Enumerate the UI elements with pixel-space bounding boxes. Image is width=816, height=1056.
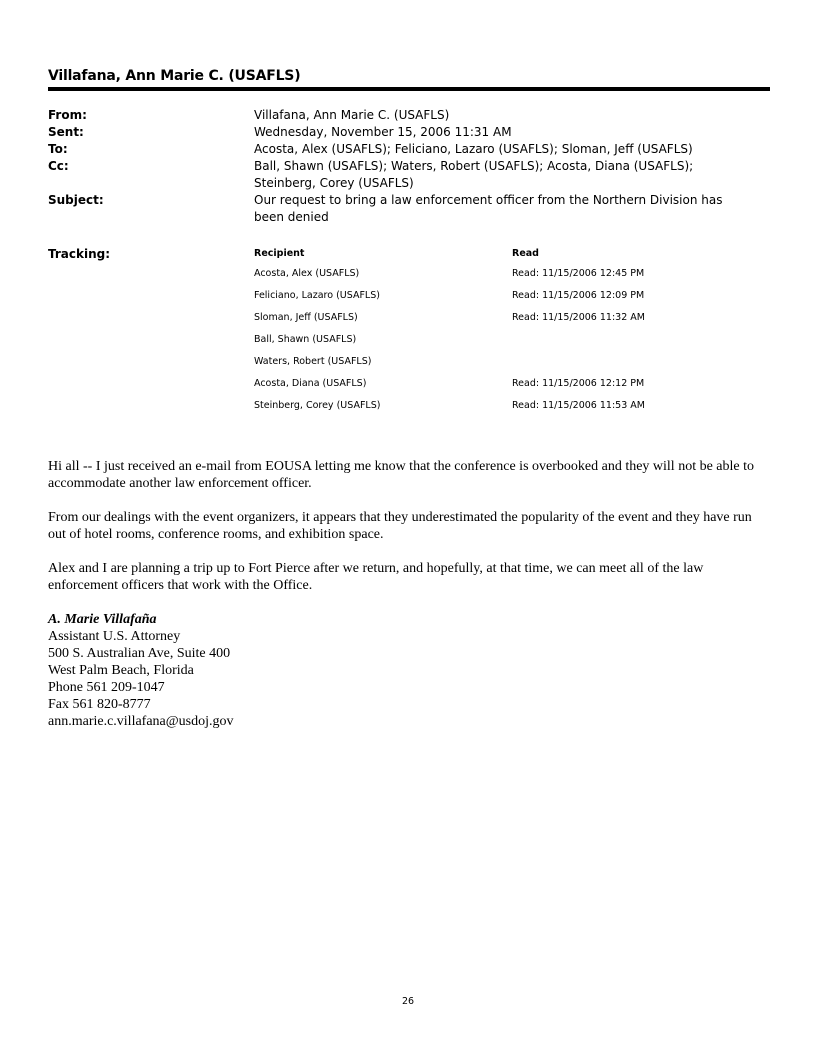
read-cell: Read: 11/15/2006 12:12 PM	[512, 378, 645, 389]
from-label: From:	[48, 108, 87, 122]
from-row	[48, 107, 768, 124]
cc-value: Ball, Shawn (USAFLS); Waters, Robert (USAFLS); Acosta, Diana (USAFLS); Steinberg, Corey (USAFLS)	[254, 159, 694, 190]
header-divider	[48, 87, 770, 91]
table-row	[254, 267, 754, 289]
table-row	[254, 377, 754, 399]
recipient-cell: Ball, Shawn (USAFLS)	[254, 334, 357, 345]
subject-row	[48, 192, 768, 226]
recipient-column-header: Recipient	[254, 248, 305, 259]
sent-label: Sent:	[48, 125, 84, 139]
table-row	[254, 399, 754, 421]
recipient-cell: Steinberg, Corey (USAFLS)	[254, 400, 381, 411]
read-cell: Read: 11/15/2006 11:53 AM	[512, 400, 645, 411]
to-value: Acosta, Alex (USAFLS); Feliciano, Lazaro (USAFLS); Sloman, Jeff (USAFLS)	[254, 142, 693, 156]
read-cell	[512, 355, 752, 377]
table-row	[254, 333, 754, 355]
cc-row	[48, 158, 768, 192]
recipient-cell: Sloman, Jeff (USAFLS)	[254, 312, 358, 323]
table-row	[254, 289, 754, 311]
signature-name: A. Marie Villafaña	[48, 612, 157, 627]
read-cell: Read: 11/15/2006 12:09 PM	[512, 290, 645, 301]
signature-title: Assistant U.S. Attorney	[48, 629, 181, 644]
subject-label: Subject:	[48, 193, 104, 207]
subject-value: Our request to bring a law enforcement officer from the Northern Division has been denied	[254, 193, 723, 224]
read-cell: Read: 11/15/2006 11:32 AM	[512, 312, 645, 323]
table-row	[254, 311, 754, 333]
body-paragraph: Hi all -- I just received an e-mail from EOUSA letting me know that the conference is overbooked and they will not be able to accommodate another law enforcement officer.	[48, 459, 755, 491]
read-cell	[512, 333, 752, 355]
email-body	[48, 458, 772, 730]
signature-block	[48, 611, 772, 730]
signature-email: ann.marie.c.villafana@usdoj.gov	[48, 714, 234, 729]
to-row	[48, 141, 768, 158]
sent-row	[48, 124, 768, 141]
read-cell: Read: 11/15/2006 12:45 PM	[512, 268, 645, 279]
signature-fax: Fax 561 820-8777	[48, 697, 151, 712]
recipient-cell: Acosta, Alex (USAFLS)	[254, 268, 360, 279]
sent-value: Wednesday, November 15, 2006 11:31 AM	[254, 125, 512, 139]
email-header	[48, 107, 768, 226]
recipient-cell: Acosta, Diana (USAFLS)	[254, 378, 367, 389]
page-number: 26	[401, 996, 415, 1007]
signature-phone: Phone 561 209-1047	[48, 680, 165, 695]
body-paragraph: Alex and I are planning a trip up to Fort Pierce after we return, and hopefully, at that time, we can meet all of the law enforcement officers that work with the Office.	[48, 561, 704, 593]
signature-address-line-1: 500 S. Australian Ave, Suite 400	[48, 646, 231, 661]
recipient-cell: Feliciano, Lazaro (USAFLS)	[254, 290, 380, 301]
body-paragraph: From our dealings with the event organizers, it appears that they underestimated the popularity of the event and they have run out of hotel rooms, conference rooms, and exhibition space.	[48, 510, 752, 542]
table-row	[254, 355, 754, 377]
sender-heading: Villafana, Ann Marie C. (USAFLS)	[48, 68, 301, 84]
signature-address-line-2: West Palm Beach, Florida	[48, 663, 194, 678]
tracking-table	[254, 247, 754, 421]
cc-label: Cc:	[48, 159, 69, 173]
tracking-label: Tracking:	[48, 247, 111, 261]
read-column-header: Read	[512, 248, 539, 259]
tracking-header-row	[254, 247, 754, 267]
from-value: Villafana, Ann Marie C. (USAFLS)	[254, 108, 450, 122]
recipient-cell: Waters, Robert (USAFLS)	[254, 356, 372, 367]
to-label: To:	[48, 142, 68, 156]
